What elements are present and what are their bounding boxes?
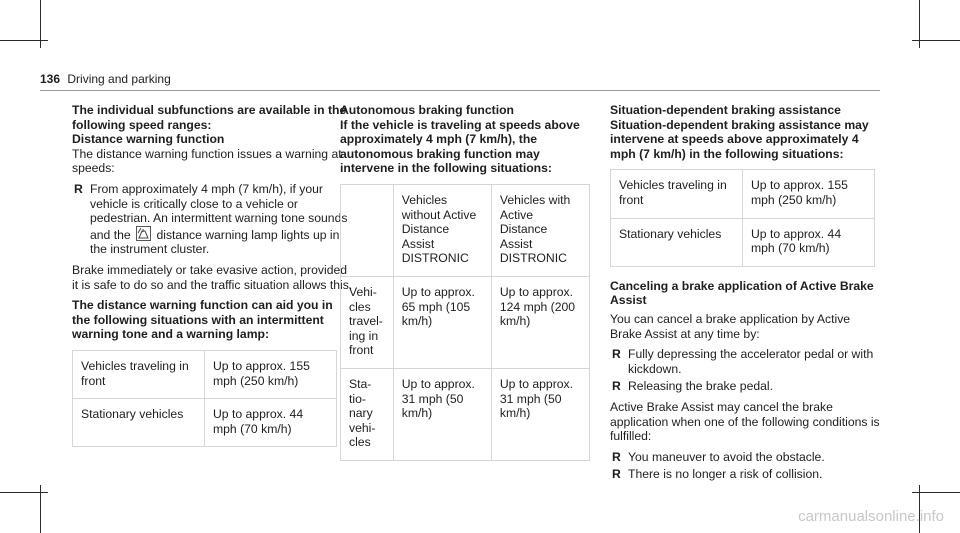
auto-cancel-intro: Active Brake Assist may cancel the brake application when one of the following conditions is fulfilled: bbox=[610, 399, 880, 444]
table-cell: Up to approx. 155 mph (250 km/h) bbox=[743, 170, 875, 218]
column-2 bbox=[340, 103, 590, 461]
table-cell: Vehi-cles travel-ing in front bbox=[341, 276, 394, 368]
header-rule bbox=[40, 90, 880, 91]
table-cell: Up to approx. 31 mph (50 km/h) bbox=[491, 368, 589, 460]
table-cell: Up to approx. 124 mph (200 km/h) bbox=[491, 276, 589, 368]
table-cell: Up to approx. 155 mph (250 km/h) bbox=[205, 350, 337, 398]
distance-warning-table bbox=[72, 350, 337, 447]
bullet-glyph: R bbox=[612, 379, 621, 394]
table-cell: Sta-tio-nary vehi-cles bbox=[341, 368, 394, 460]
crop-mark bbox=[912, 40, 960, 41]
section-title: Driving and parking bbox=[67, 72, 171, 86]
braking-assistance-heading: Situation-dependent braking assistance bbox=[610, 103, 841, 117]
page-number: 136 bbox=[40, 72, 61, 86]
watermark: carmanualsonline.info bbox=[798, 508, 944, 525]
table-cell: Vehicles traveling in front bbox=[73, 350, 205, 398]
list-item: R From approximately 4 mph (7 km/h), if your vehicle is critically close to a vehicle or pedestrian. An intermittent warning tone sounds and the distance warning lamp lights up in the instrument cluster. bbox=[74, 181, 348, 257]
crop-mark bbox=[912, 492, 960, 493]
table-row bbox=[611, 218, 875, 266]
table-row bbox=[341, 368, 590, 460]
situations-heading: The distance warning function can aid you in the following situations with an intermittent warning tone and a warning lamp: bbox=[72, 298, 333, 342]
table-row bbox=[73, 399, 337, 447]
distance-warning-heading: Distance warning function bbox=[72, 132, 225, 147]
autonomous-braking-intro: If the vehicle is traveling at speeds above approximately 4 mph (7 km/h), the autonomous braking function may intervene in the following situations: bbox=[340, 117, 580, 176]
autonomous-braking-table bbox=[340, 184, 590, 461]
list-item: R Fully depressing the accelerator pedal or with kickdown. bbox=[612, 347, 874, 376]
table-cell: Up to approx. 44 mph (70 km/h) bbox=[743, 218, 875, 266]
list-item: R You maneuver to avoid the obstacle. bbox=[612, 449, 825, 464]
table-cell: Up to approx. 31 mph (50 km/h) bbox=[393, 368, 491, 460]
table-row bbox=[73, 350, 337, 398]
list-item: R There is no longer a risk of collision. bbox=[612, 467, 823, 482]
auto-cancel-list bbox=[610, 450, 880, 482]
crop-mark bbox=[0, 40, 48, 41]
column-3 bbox=[610, 103, 880, 488]
table-row bbox=[341, 276, 590, 368]
table-header-row bbox=[341, 184, 590, 276]
table-cell: Up to approx. 65 mph (105 km/h) bbox=[393, 276, 491, 368]
bullet-glyph: R bbox=[74, 181, 83, 196]
bullet-glyph: R bbox=[612, 449, 621, 464]
braking-assistance-intro: Situation-dependent braking assistance may intervene at speeds above approximately 4 mph (7 km/h) in the following situations: bbox=[610, 117, 869, 161]
table-cell: Vehicles without Active Distance Assist DISTRONIC bbox=[393, 184, 491, 276]
brake-advice: Brake immediately or take evasive action, provided it is safe to do so and the traffic situation allows this. bbox=[72, 262, 353, 292]
cancel-brake-list bbox=[610, 347, 880, 394]
distance-warning-intro: The distance warning function issues a warning at speeds: bbox=[72, 146, 342, 176]
subfunctions-heading: The individual subfunctions are available in the following speed ranges: bbox=[72, 103, 347, 132]
table-row bbox=[611, 170, 875, 218]
autonomous-braking-heading: Autonomous braking function bbox=[340, 103, 514, 117]
crop-mark bbox=[0, 492, 48, 493]
distance-warning-list bbox=[72, 182, 354, 257]
table-cell: Up to approx. 44 mph (70 km/h) bbox=[205, 399, 337, 447]
table-cell: Stationary vehicles bbox=[611, 218, 743, 266]
list-item: R Releasing the brake pedal. bbox=[612, 379, 773, 394]
table-cell: Vehicles with Active Distance Assist DISTRONIC bbox=[491, 184, 589, 276]
cancel-brake-intro: You can cancel a brake application by Active Brake Assist at any time by: bbox=[610, 311, 851, 341]
bullet-glyph: R bbox=[612, 347, 621, 362]
braking-assistance-table bbox=[610, 169, 875, 266]
distance-warning-lamp-icon bbox=[136, 226, 151, 241]
cancel-brake-heading: Canceling a brake application of Active Brake Assist bbox=[610, 278, 874, 308]
bullet-glyph: R bbox=[612, 467, 621, 482]
column-1 bbox=[72, 103, 354, 447]
page-header bbox=[40, 72, 171, 86]
table-cell: Stationary vehicles bbox=[73, 399, 205, 447]
table-cell bbox=[341, 184, 394, 276]
table-cell: Vehicles traveling in front bbox=[611, 170, 743, 218]
